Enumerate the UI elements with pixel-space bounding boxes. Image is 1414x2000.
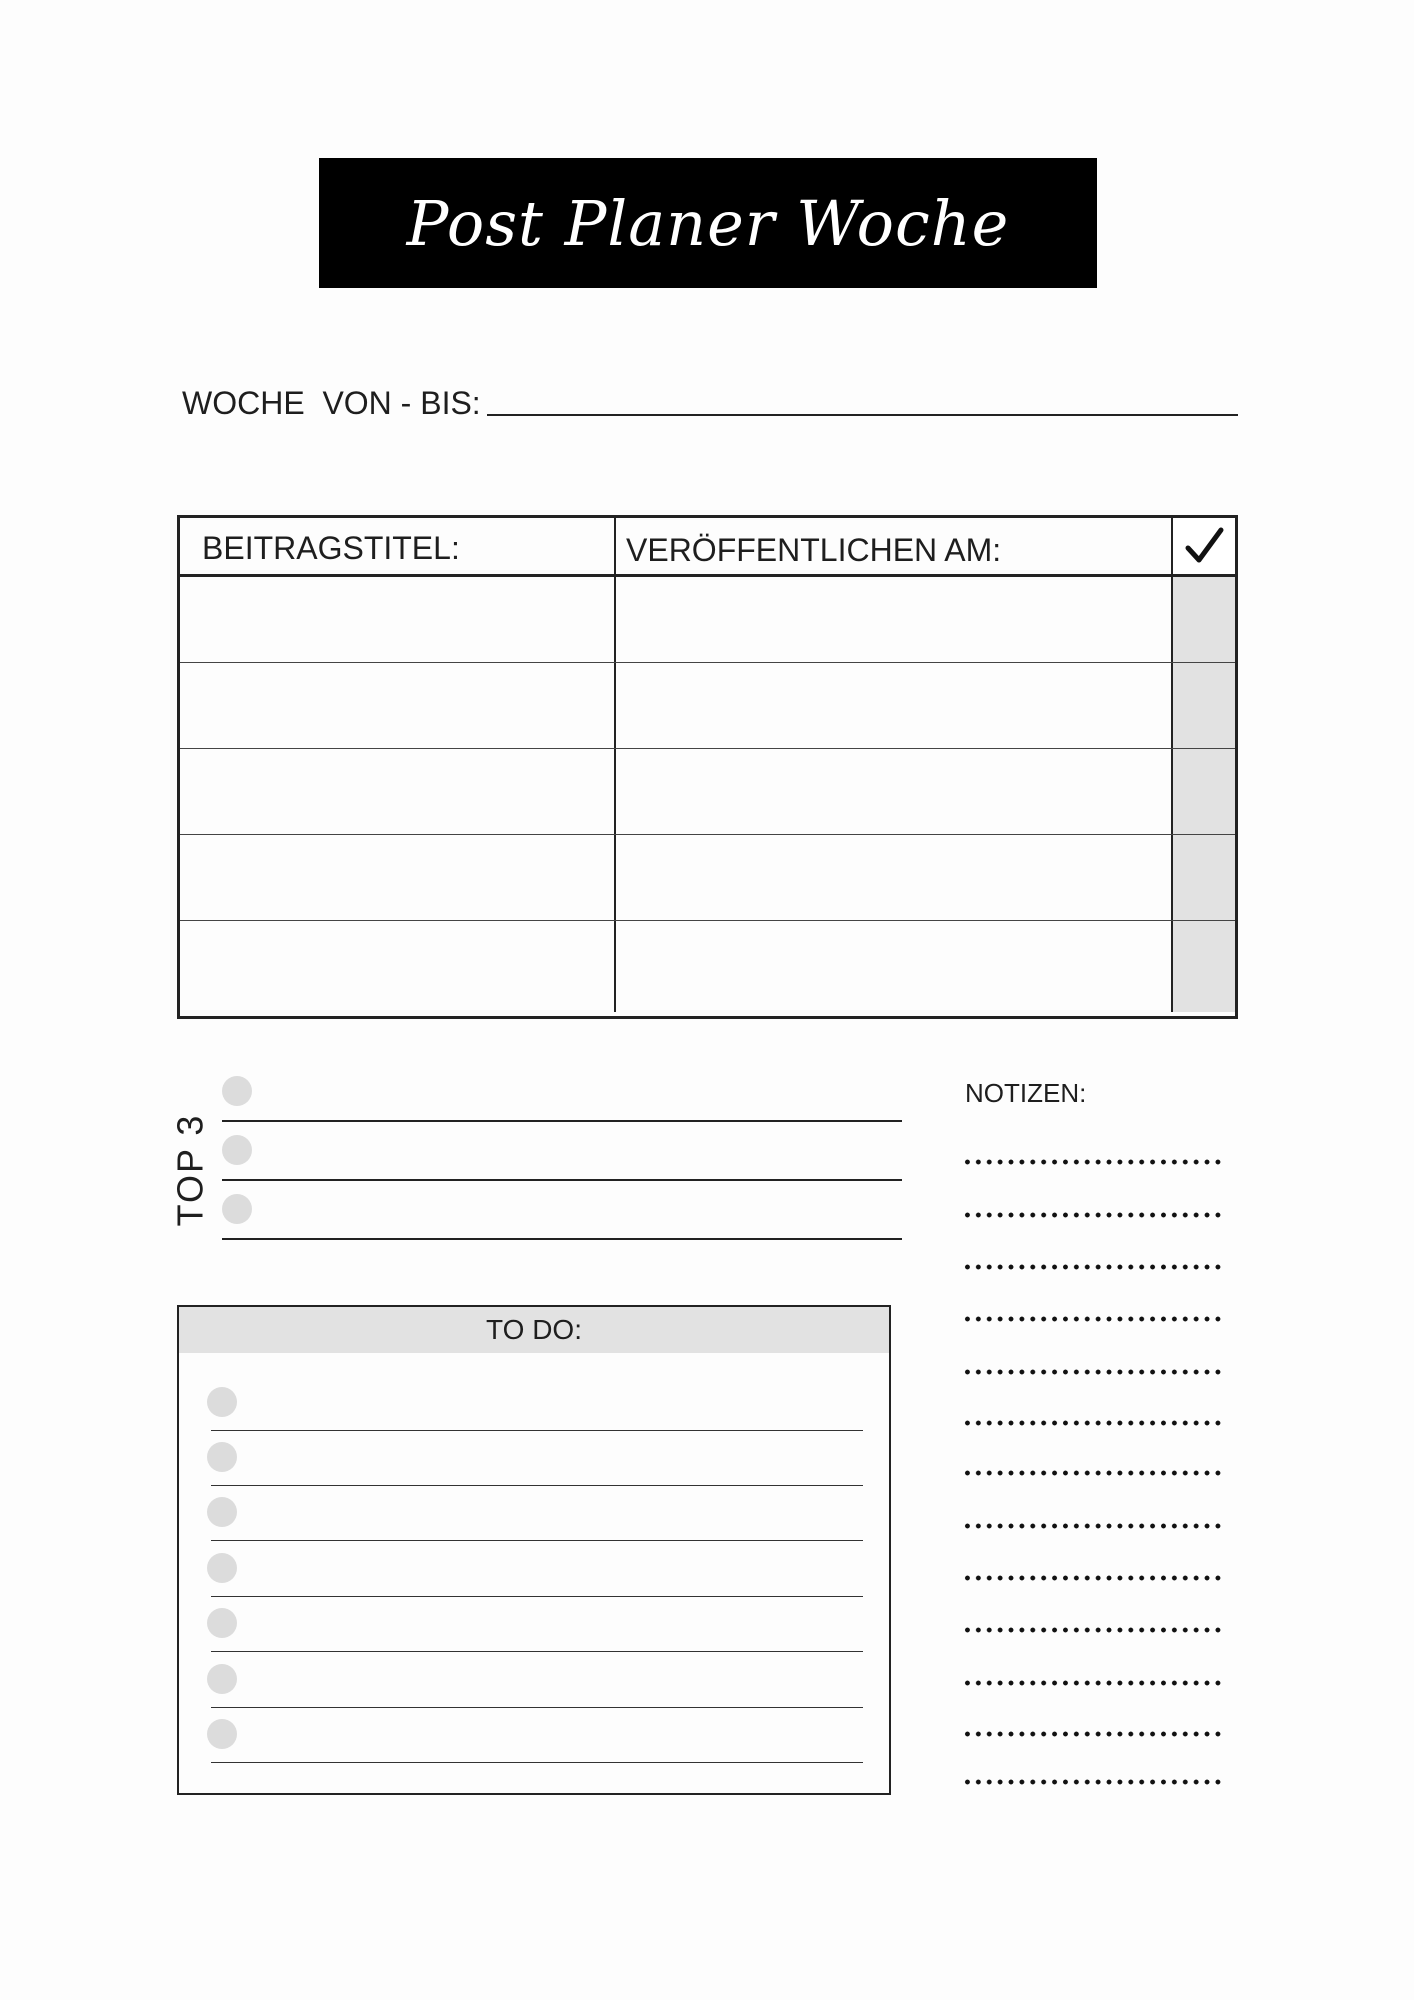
bullet-icon: [207, 1608, 237, 1638]
todo-item[interactable]: [207, 1387, 863, 1417]
todo-item[interactable]: [207, 1442, 863, 1472]
post-table: [177, 515, 1238, 1019]
done-checkbox[interactable]: [1173, 921, 1235, 1012]
table-row: [180, 663, 1235, 749]
notes-line[interactable]: [962, 1264, 1224, 1270]
done-checkbox[interactable]: [1173, 749, 1235, 834]
publish-date-cell[interactable]: [616, 577, 1173, 662]
todo-item[interactable]: [207, 1608, 863, 1638]
header-post-title: BEITRAGSTITEL:: [202, 530, 460, 566]
publish-date-cell[interactable]: [616, 835, 1173, 920]
notes-line[interactable]: [962, 1575, 1224, 1581]
week-range-row: [182, 378, 1238, 422]
done-checkbox[interactable]: [1173, 663, 1235, 748]
todo-item[interactable]: [207, 1719, 863, 1749]
bullet-icon: [207, 1664, 237, 1694]
top3-label: TOP 3: [169, 1113, 211, 1227]
checkmark-icon: [1182, 524, 1226, 568]
writing-line: [222, 1179, 902, 1181]
title-banner: [319, 158, 1097, 288]
done-checkbox[interactable]: [1173, 577, 1235, 662]
notes-line[interactable]: [962, 1470, 1224, 1476]
bullet-icon: [222, 1135, 252, 1165]
writing-line: [211, 1707, 863, 1708]
post-title-cell[interactable]: [180, 835, 616, 920]
notes-line[interactable]: [962, 1523, 1224, 1529]
bullet-icon: [207, 1497, 237, 1527]
top3-label-wrap: [170, 1110, 210, 1230]
post-title-cell[interactable]: [180, 749, 616, 834]
writing-line: [211, 1651, 863, 1652]
week-range-label: WOCHE VON - BIS:: [182, 385, 481, 421]
bullet-icon: [207, 1442, 237, 1472]
publish-date-cell[interactable]: [616, 749, 1173, 834]
writing-line: [211, 1430, 863, 1431]
table-row: [180, 749, 1235, 835]
notes-line[interactable]: [962, 1420, 1224, 1426]
todo-item[interactable]: [207, 1497, 863, 1527]
writing-line: [222, 1120, 902, 1122]
notes-line[interactable]: [962, 1731, 1224, 1737]
bullet-icon: [207, 1719, 237, 1749]
writing-line: [211, 1762, 863, 1763]
table-row: [180, 577, 1235, 663]
publish-date-cell[interactable]: [616, 663, 1173, 748]
bullet-icon: [222, 1076, 252, 1106]
page-title: Post Planer Woche: [406, 186, 1010, 260]
notes-line[interactable]: [962, 1627, 1224, 1633]
todo-item[interactable]: [207, 1553, 863, 1583]
todo-item[interactable]: [207, 1664, 863, 1694]
publish-date-cell[interactable]: [616, 921, 1173, 1012]
todo-header: TO DO:: [179, 1307, 889, 1353]
notes-line[interactable]: [962, 1369, 1224, 1375]
writing-line: [211, 1540, 863, 1541]
top3-item[interactable]: [222, 1135, 902, 1165]
post-title-cell[interactable]: [180, 577, 616, 662]
post-title-cell[interactable]: [180, 663, 616, 748]
todo-box: [177, 1305, 891, 1795]
notes-line[interactable]: [962, 1779, 1224, 1785]
table-row: [180, 835, 1235, 921]
top3-item[interactable]: [222, 1076, 902, 1106]
top3-item[interactable]: [222, 1194, 902, 1224]
bullet-icon: [207, 1553, 237, 1583]
post-title-cell[interactable]: [180, 921, 616, 1012]
writing-line: [211, 1596, 863, 1597]
bullet-icon: [222, 1194, 252, 1224]
notes-line[interactable]: [962, 1159, 1224, 1165]
writing-line: [211, 1485, 863, 1486]
table-header: [180, 518, 1235, 577]
notes-line[interactable]: [962, 1212, 1224, 1218]
notes-line[interactable]: [962, 1680, 1224, 1686]
writing-line: [222, 1238, 902, 1240]
notes-label: NOTIZEN:: [965, 1078, 1087, 1108]
bullet-icon: [207, 1387, 237, 1417]
header-publish-date: VERÖFFENTLICHEN AM:: [626, 532, 1002, 568]
week-range-field[interactable]: [487, 414, 1238, 416]
table-row: [180, 921, 1235, 1012]
notes-line[interactable]: [962, 1316, 1224, 1322]
done-checkbox[interactable]: [1173, 835, 1235, 920]
